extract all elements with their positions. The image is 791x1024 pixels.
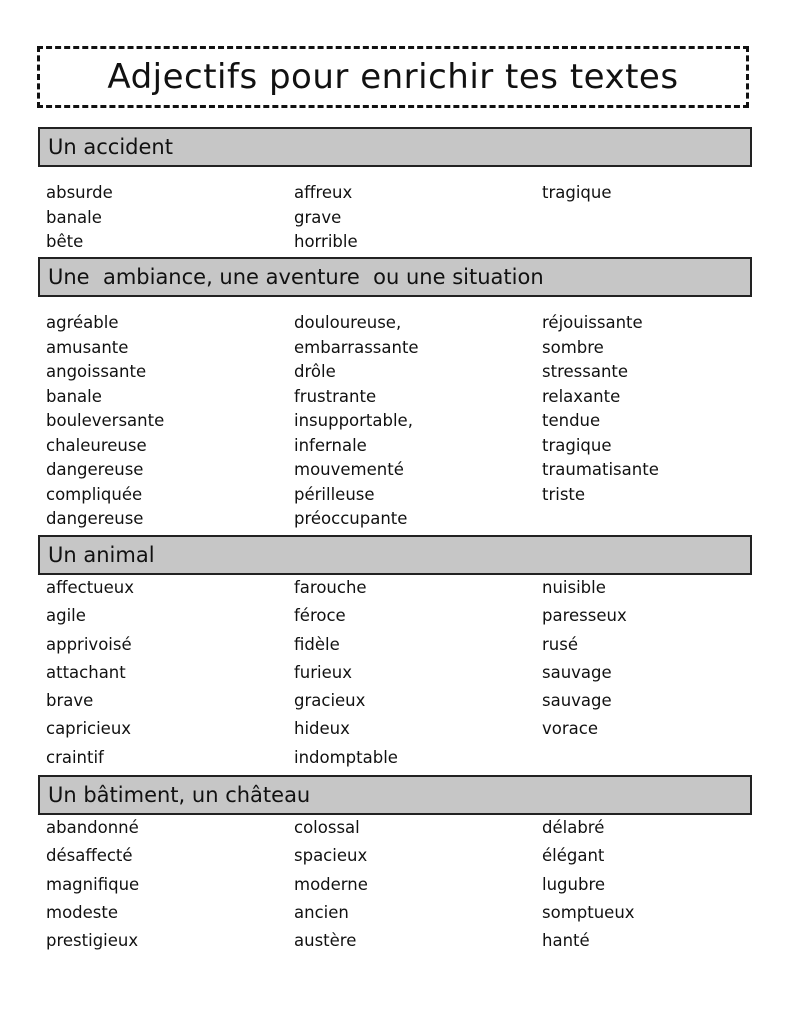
word: sauvage [542,691,612,711]
word: douloureuse, [294,313,402,332]
word: drôle [294,362,336,381]
word: ancien [294,902,349,922]
word: farouche [294,578,367,597]
word-column-3 [542,814,635,955]
word-column-1 [46,814,139,955]
word: furieux [294,662,353,682]
word: tragique [542,435,612,455]
word-column-3 [542,181,612,206]
section-heading: Une ambiance, une aventure ou une situation [48,265,544,289]
word: triste [542,484,586,504]
word-column-2 [294,181,358,255]
word: hanté [542,931,590,951]
word: délabré [542,818,605,837]
word: attachant [46,662,126,682]
section-header-batiment [38,775,752,815]
section-heading: Un bâtiment, un château [48,783,311,807]
word: vorace [542,719,598,739]
word: apprivoisé [46,634,132,654]
word-column-1 [46,574,134,772]
word: réjouissante [542,313,643,332]
word: austère [294,931,357,951]
word: nuisible [542,578,606,597]
word: sauvage [542,662,612,682]
word: absurde [46,183,113,202]
section-header-accident [38,127,752,167]
word: banale [46,207,102,227]
word-column-3 [542,311,659,507]
word-column-1 [46,181,113,255]
word-column-2 [294,574,398,772]
word: féroce [294,606,346,626]
word: amusante [46,337,129,357]
word: affreux [294,183,353,202]
word: gracieux [294,691,366,711]
word: stressante [542,362,629,381]
word: dangereuse [46,509,144,528]
word: hideux [294,719,350,739]
word: modeste [46,902,119,922]
word: embarrassante [294,337,419,357]
word: brave [46,691,94,711]
section-header-ambiance [38,257,752,297]
word-column-1 [46,311,164,532]
word: mouvementé [294,460,404,479]
word: relaxante [542,386,621,406]
word: infernale [294,435,367,455]
word: craintif [46,747,104,767]
word: tragique [542,183,612,202]
word: insupportable, [294,411,413,430]
word: spacieux [294,846,368,866]
word-column-3 [542,574,627,744]
word: agile [46,606,86,626]
word: magnifique [46,874,140,894]
word: dangereuse [46,460,144,479]
word: banale [46,386,102,406]
word: périlleuse [294,484,375,504]
word: colossal [294,818,360,837]
word: horrible [294,232,358,251]
word: frustrante [294,386,377,406]
word: bête [46,232,84,251]
word: indomptable [294,747,398,767]
word: compliquée [46,484,143,504]
word: rusé [542,634,578,654]
word: bouleversante [46,411,165,430]
word: grave [294,207,342,227]
word: somptueux [542,902,635,922]
word: capricieux [46,719,132,739]
word: préoccupante [294,509,408,528]
word: paresseux [542,606,627,626]
word: tendue [542,411,601,430]
word: chaleureuse [46,435,147,455]
word: affectueux [46,578,135,597]
word: agréable [46,313,119,332]
word: angoissante [46,362,147,381]
section-heading: Un accident [48,135,173,159]
word: moderne [294,874,368,894]
word-column-2 [294,311,419,532]
title-box [37,46,749,108]
section-heading: Un animal [48,543,155,567]
word: désaffecté [46,846,133,866]
word: abandonné [46,818,139,837]
word: sombre [542,337,604,357]
word: lugubre [542,874,606,894]
word: traumatisante [542,460,659,479]
section-header-animal [38,535,752,575]
word: fidèle [294,634,340,654]
word: élégant [542,846,605,866]
word-column-2 [294,814,368,955]
page-title: Adjectifs pour enrichir tes textes [107,57,679,97]
word: prestigieux [46,931,139,951]
